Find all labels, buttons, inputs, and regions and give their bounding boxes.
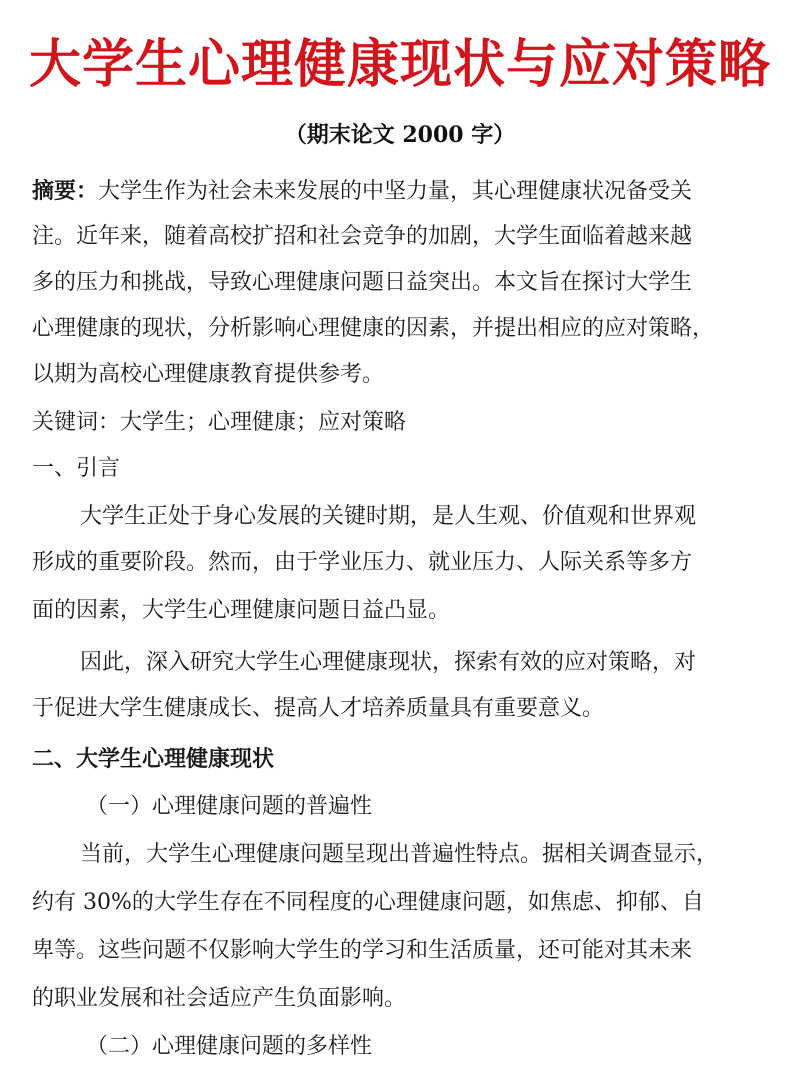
keywords-line (32, 408, 406, 438)
keywords-text: 大学生；心理健康；应对策略 (120, 410, 407, 435)
paragraph-line: 于促进大学生健康成长、提高人才培养质量具有重要意义。 (32, 696, 605, 721)
paragraph-line: 因此，深入研究大学生心理健康现状，探索有效的应对策略，对 (80, 650, 697, 675)
paragraph-line: 约有 30%的大学生存在不同程度的心理健康问题，如焦虑、抑郁、自 (32, 890, 704, 915)
paragraph-line: 大学生正处于身心发展的关键时期，是人生观、价值观和世界观 (80, 504, 697, 529)
abstract-line: 注。近年来，随着高校扩招和社会竞争的加剧，大学生面临着越来越 (32, 224, 693, 249)
document-title: 大学生心理健康现状与应对策略 (28, 34, 771, 95)
abstract-line (32, 176, 692, 207)
document-subtitle: （期末论文 2000 字） (284, 122, 516, 148)
paragraph-line: 形成的重要阶段。然而，由于学业压力、就业压力、人际关系等多方 (32, 550, 693, 575)
abstract-line: 多的压力和挑战，导致心理健康问题日益突出。本文旨在探讨大学生 (32, 270, 693, 295)
subsection-heading: （二）心理健康问题的多样性 (86, 1034, 373, 1059)
abstract-label: 摘要： (32, 178, 99, 204)
abstract-text: 大学生作为社会未来发展的中坚力量，其心理健康状况备受关 (98, 179, 693, 204)
section-heading: 一、引言 (32, 456, 121, 481)
abstract-line: 以期为高校心理健康教育提供参考。 (32, 362, 385, 387)
paragraph-line: 面的因素，大学生心理健康问题日益凸显。 (32, 598, 451, 623)
paragraph-line: 当前，大学生心理健康问题呈现出普遍性特点。据相关调查显示， (80, 842, 719, 867)
paragraph-line: 的职业发展和社会适应产生负面影响。 (32, 986, 407, 1011)
keywords-label: 关键词： (32, 410, 121, 435)
paragraph-line: 卑等。这些问题不仅影响大学生的学习和生活质量，还可能对其未来 (32, 938, 693, 963)
section-heading: 二、大学生心理健康现状 (32, 746, 275, 772)
subsection-heading: （一）心理健康问题的普遍性 (86, 794, 373, 819)
abstract-line: 心理健康的现状，分析影响心理健康的因素，并提出相应的应对策略， (32, 316, 715, 341)
